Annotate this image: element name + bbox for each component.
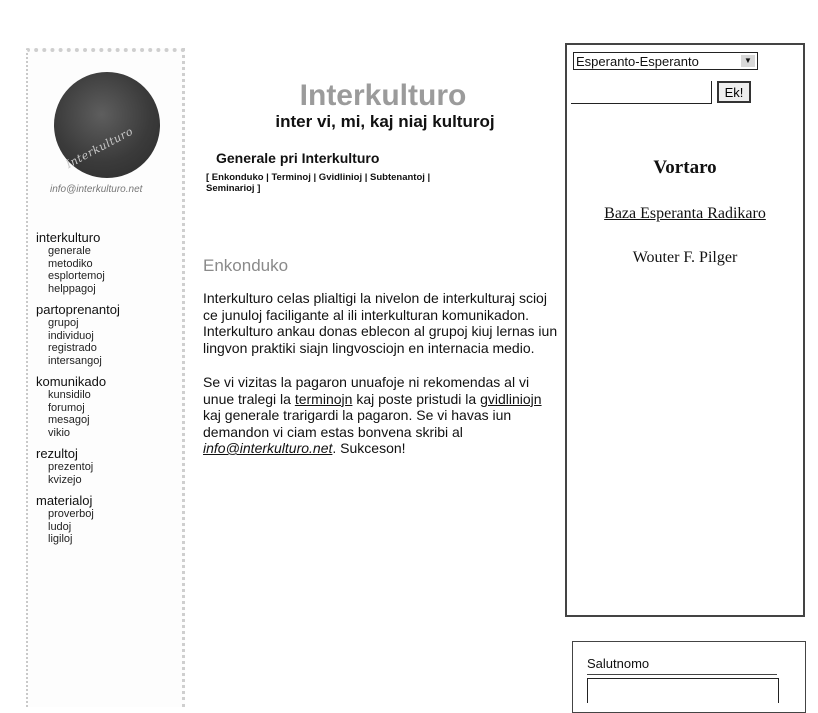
tabs-line-2[interactable]: Seminarioj ] xyxy=(206,183,261,194)
nav-group-interkulturo xyxy=(36,230,120,295)
nav-item-intersangoj[interactable]: intersangoj xyxy=(48,354,102,367)
login-box xyxy=(572,641,806,713)
para2-text-c: kaj generale trarigardi la pagaron. Se vi havas iun demandon vi ciam estas bonvena skribi al xyxy=(203,407,512,440)
intro-paragraph: Interkulturo celas plialtigi la nivelon de interkulturaj scioj ce junuloj faciligante al ili interkulturan komunikadon. Interkulturo ankau donas eblecon al grupoj kiuj lernas iun lingvon praktiki siajn lingvosciojn en internacia medio. xyxy=(203,290,558,356)
language-select-value: Esperanto-Esperanto xyxy=(576,54,699,69)
nav-title-materialoj[interactable]: materialoj xyxy=(36,493,93,508)
nav-item-registrado[interactable]: registrado xyxy=(48,342,97,354)
sidebar-nav xyxy=(36,230,120,553)
site-title: Interkulturo xyxy=(299,79,467,112)
logo-text: Interkulturo xyxy=(63,124,136,172)
nav-group-materialoj xyxy=(36,493,120,546)
nav-title-komunikado[interactable]: komunikado xyxy=(36,374,107,389)
nav-title-interkulturo[interactable]: interkulturo xyxy=(36,230,101,245)
nav-item-prezentoj[interactable]: prezentoj xyxy=(48,461,94,473)
nav-item-grupoj[interactable]: grupoj xyxy=(48,317,79,329)
chevron-down-icon[interactable]: ▼ xyxy=(741,55,755,67)
para2-text-a: Se vi vizitas la pagaron unuafoje ni rekomendas al vi unue tralegi la xyxy=(203,374,530,407)
para2-text-b: kaj poste pristudi la xyxy=(352,390,481,407)
terminology-link[interactable]: terminojn xyxy=(294,390,353,407)
dictionary-author: Wouter F. Pilger xyxy=(632,249,738,266)
section-title: Generale pri Interkulturo xyxy=(216,150,380,166)
contact-email[interactable]: info@interkulturo.net xyxy=(50,184,143,195)
nav-item-kunsidilo[interactable]: kunsidilo xyxy=(48,389,91,401)
language-select[interactable] xyxy=(573,52,758,70)
content-heading: Enkonduko xyxy=(203,256,289,275)
nav-item-generale[interactable]: generale xyxy=(48,245,91,257)
nav-item-proverboj[interactable]: proverboj xyxy=(48,508,94,520)
nav-item-vikio[interactable]: vikio xyxy=(48,426,71,439)
nav-item-metodiko[interactable]: metodiko xyxy=(48,257,93,270)
nav-item-kvizejo[interactable]: kvizejo xyxy=(48,473,82,486)
nav-title-rezultoj[interactable]: rezultoj xyxy=(36,446,78,461)
username-label: Salutnomo xyxy=(587,656,650,671)
nav-group-partoprenantoj xyxy=(36,302,120,367)
nav-item-mesagoj[interactable]: mesagoj xyxy=(48,414,90,426)
main-content xyxy=(200,70,562,475)
nav-item-forumoj[interactable]: forumoj xyxy=(48,401,85,414)
nav-item-helppagoj[interactable]: helppagoj xyxy=(48,282,96,295)
dictionary-title: Vortaro xyxy=(653,157,717,178)
nav-item-esplortemoj[interactable]: esplortemoj xyxy=(48,270,105,282)
site-subtitle: inter vi, mi, kaj niaj kulturoj xyxy=(275,112,495,131)
dictionary-panel xyxy=(565,43,805,617)
username-input[interactable] xyxy=(587,678,779,703)
nav-group-rezultoj xyxy=(36,446,120,486)
nav-item-ludoj[interactable]: ludoj xyxy=(48,520,72,533)
para2-text-d: . Sukceson! xyxy=(332,440,406,456)
nav-item-individuoj[interactable]: individuoj xyxy=(48,329,94,342)
nav-item-ligiloj[interactable]: ligiloj xyxy=(48,533,73,545)
email-link[interactable]: info@interkulturo.net xyxy=(203,440,333,456)
section-tabs xyxy=(206,172,562,194)
username-divider xyxy=(587,674,777,675)
dictionary-link[interactable]: Baza Esperanta Radikaro xyxy=(604,205,766,222)
search-button[interactable]: Ek! xyxy=(717,81,751,103)
dictionary-search-input[interactable] xyxy=(571,81,712,104)
guidance-paragraph xyxy=(203,374,562,457)
nav-group-komunikado xyxy=(36,374,120,439)
guidelines-link[interactable]: gvidliniojn xyxy=(480,390,542,407)
nav-title-partoprenantoj[interactable]: partoprenantoj xyxy=(36,302,120,317)
sidebar xyxy=(26,48,185,707)
tabs-line-1[interactable]: [ Enkonduko | Terminoj | Gvidlinioj | Subtenantoj | xyxy=(206,172,431,183)
